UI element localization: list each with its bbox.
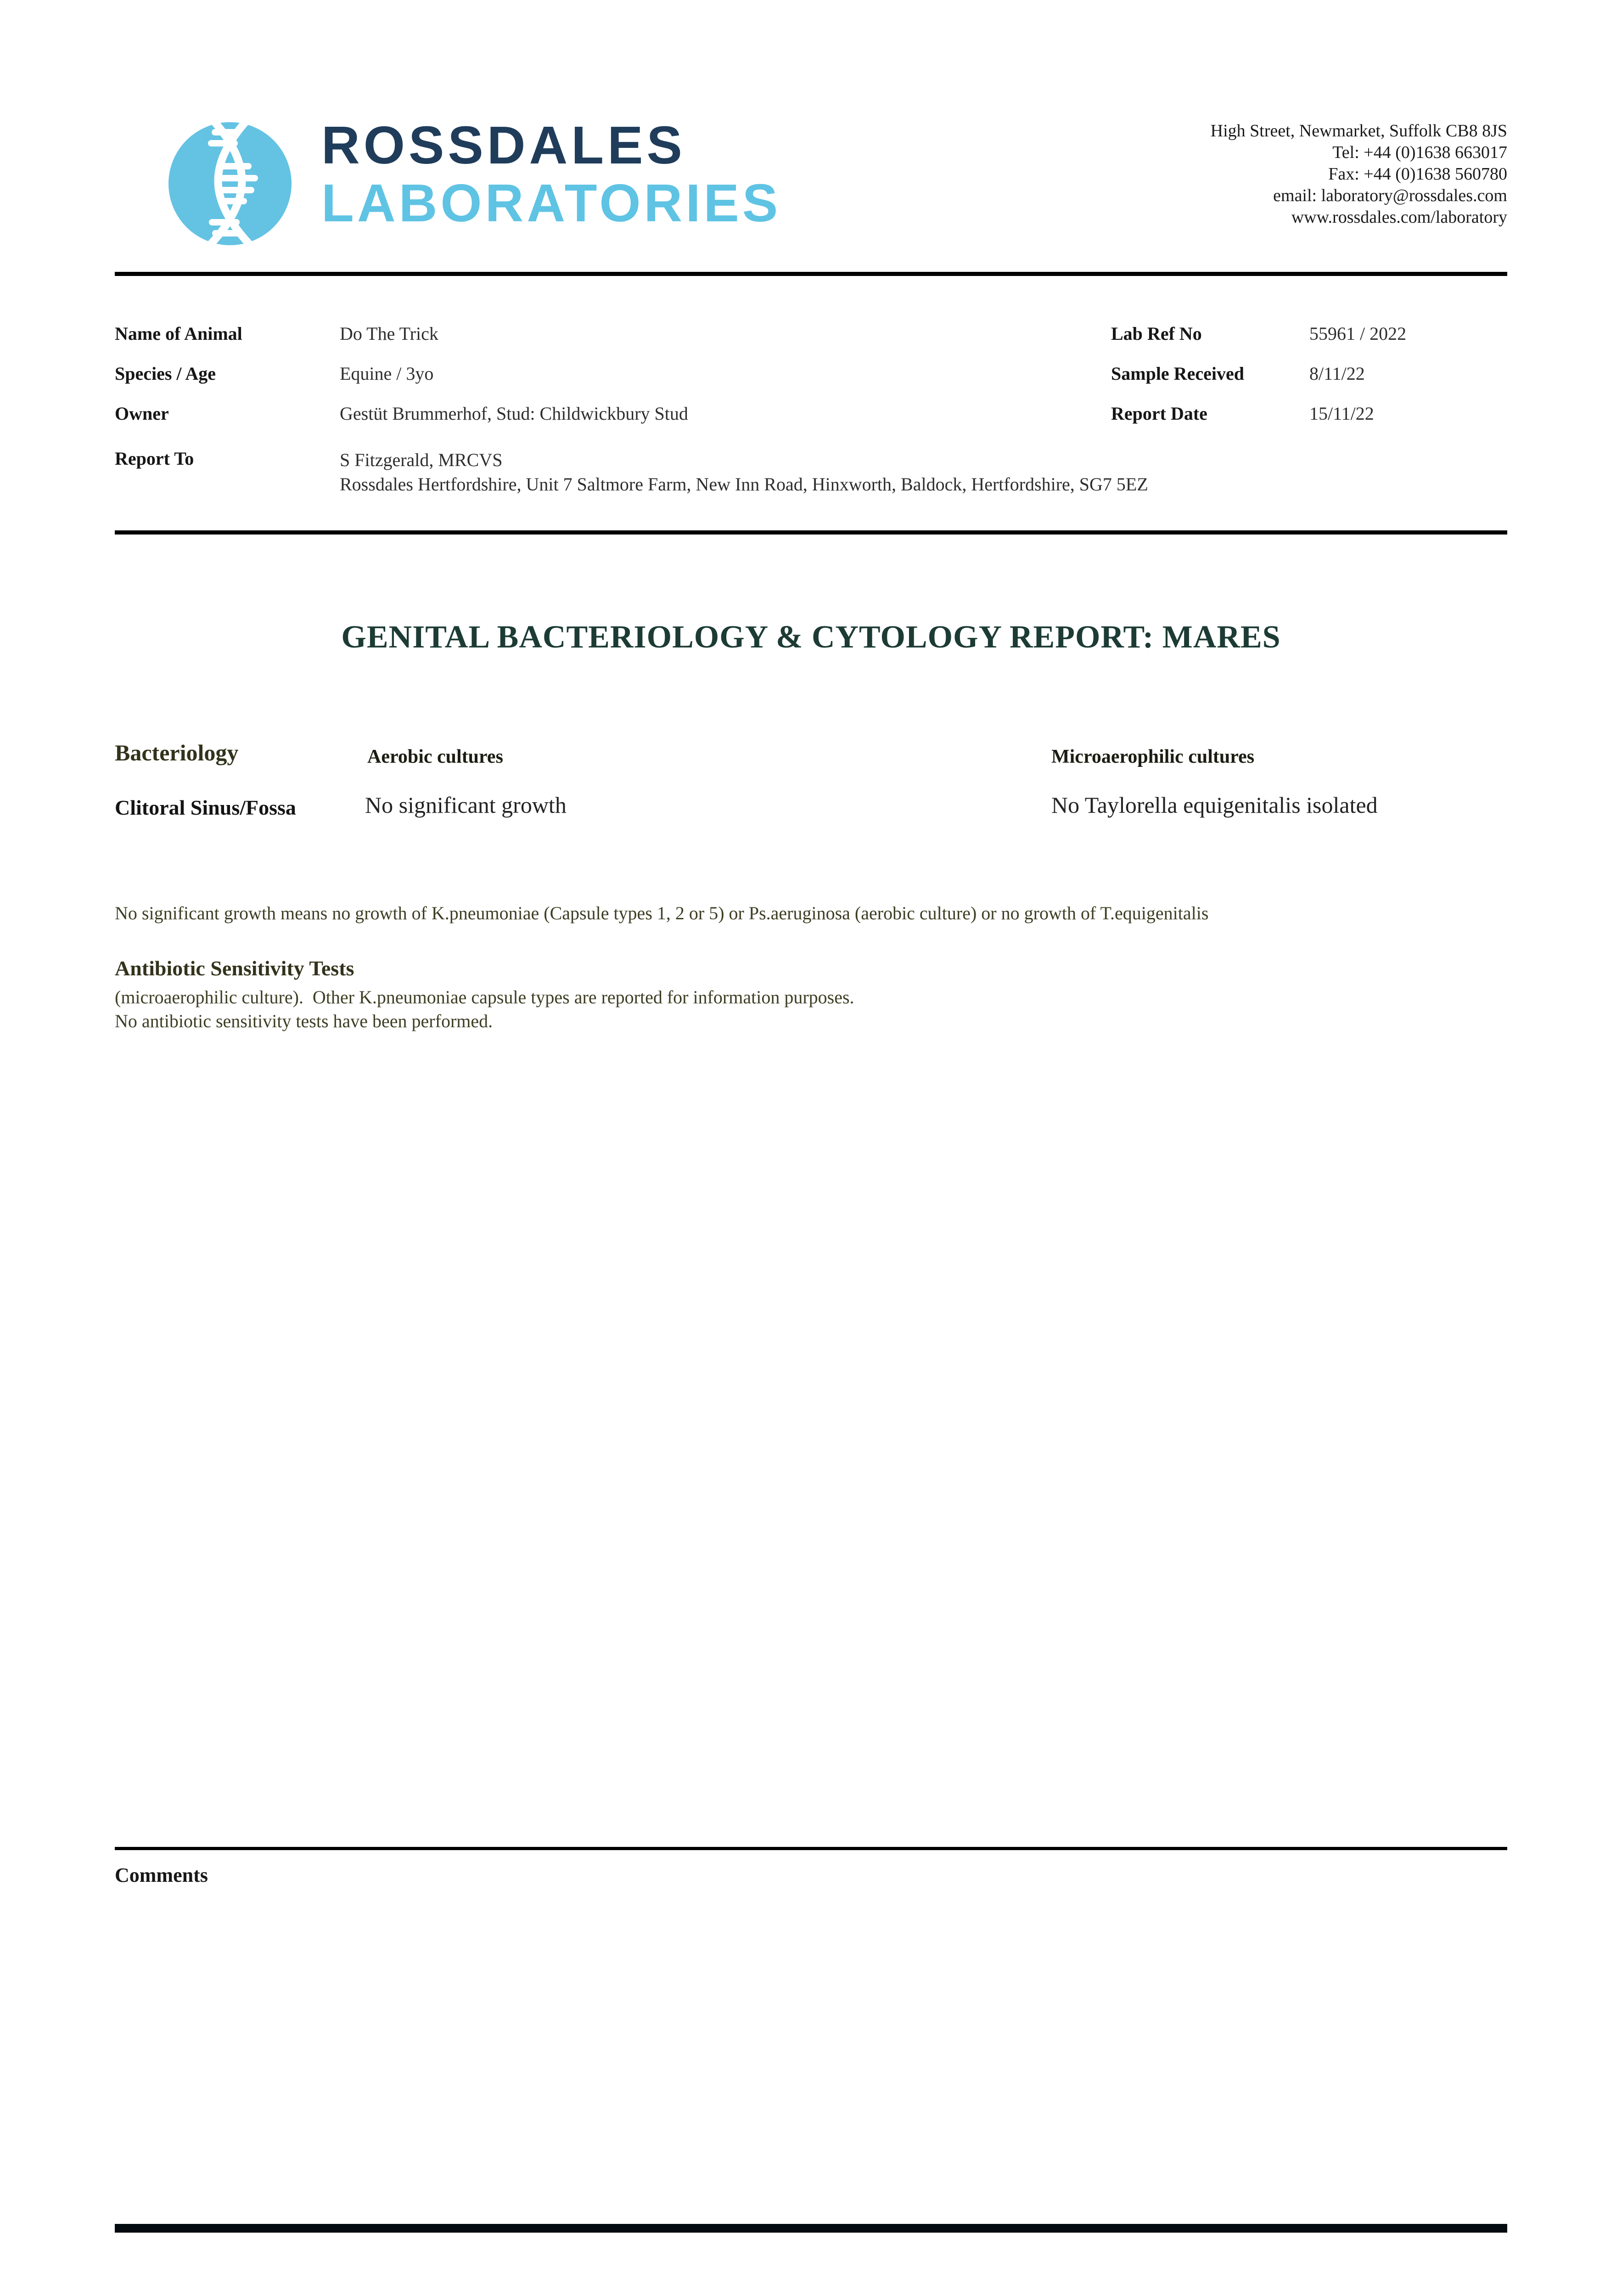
value-species-age: Equine / 3yo bbox=[340, 363, 434, 384]
comments-heading: Comments bbox=[115, 1864, 208, 1886]
label-report-to: Report To bbox=[115, 448, 194, 469]
microaerophilic-culture-result: No Taylorella equigenitalis isolated bbox=[1051, 792, 1378, 818]
lab-fax: Fax: +44 (0)1638 560780 bbox=[1328, 164, 1507, 184]
label-lab-ref-no: Lab Ref No bbox=[1111, 323, 1202, 344]
sample-site-label: Clitoral Sinus/Fossa bbox=[115, 796, 296, 819]
value-owner: Gestüt Brummerhof, Stud: Childwickbury Stud bbox=[340, 403, 688, 424]
bacteriology-heading: Bacteriology bbox=[115, 740, 239, 765]
value-report-date: 15/11/22 bbox=[1309, 403, 1374, 424]
lab-contact-block bbox=[1211, 120, 1507, 228]
lab-address: High Street, Newmarket, Suffolk CB8 8JS bbox=[1210, 121, 1507, 141]
label-species-age: Species / Age bbox=[115, 363, 216, 384]
label-sample-received: Sample Received bbox=[1111, 363, 1244, 384]
lab-email: email: laboratory@rossdales.com bbox=[1273, 186, 1507, 205]
report-title: GENITAL BACTERIOLOGY & CYTOLOGY REPORT: MARES bbox=[341, 619, 1281, 655]
report-to-address: Rossdales Hertfordshire, Unit 7 Saltmore Farm, New Inn Road, Hinxworth, Baldock, Hertfordshire, SG7 5EZ bbox=[340, 474, 1148, 495]
divider-comments bbox=[115, 1847, 1507, 1850]
logo-wordmark-laboratories: LABORATORIES bbox=[321, 173, 781, 233]
column-header-microaerophilic-cultures: Microaerophilic cultures bbox=[1051, 746, 1255, 767]
value-lab-ref-no: 55961 / 2022 bbox=[1309, 323, 1407, 344]
bacteriology-note-line1: No significant growth means no growth of K.pneumoniae (Capsule types 1, 2 or 5) or Ps.aeruginosa (aerobic culture) or no growth of T.equigenitalis bbox=[115, 903, 1209, 923]
antibiotic-tests-heading: Antibiotic Sensitivity Tests bbox=[115, 957, 354, 980]
report-to-recipient: S Fitzgerald, MRCVS bbox=[340, 450, 503, 470]
label-name-of-animal: Name of Animal bbox=[115, 323, 242, 344]
logo-wordmark-rossdales: ROSSDALES bbox=[321, 115, 686, 175]
dna-helix-icon bbox=[168, 109, 292, 253]
label-owner: Owner bbox=[115, 403, 169, 424]
lab-website: www.rossdales.com/laboratory bbox=[1291, 208, 1507, 227]
value-report-to bbox=[340, 448, 1148, 496]
bacteriology-note-line2: (microaerophilic culture). Other K.pneumoniae capsule types are reported for information purposes. bbox=[115, 987, 854, 1007]
divider-info bbox=[115, 530, 1507, 535]
value-sample-received: 8/11/22 bbox=[1309, 363, 1365, 384]
antibiotic-tests-body: No antibiotic sensitivity tests have been performed. bbox=[115, 1011, 493, 1031]
footer-bar bbox=[115, 2224, 1507, 2233]
label-report-date: Report Date bbox=[1111, 403, 1207, 424]
aerobic-culture-result: No significant growth bbox=[365, 792, 567, 818]
divider-header bbox=[115, 272, 1507, 276]
bacteriology-note bbox=[115, 843, 1506, 1067]
lab-tel: Tel: +44 (0)1638 663017 bbox=[1332, 143, 1507, 162]
column-header-aerobic-cultures: Aerobic cultures bbox=[367, 746, 503, 767]
value-name-of-animal: Do The Trick bbox=[340, 323, 438, 344]
